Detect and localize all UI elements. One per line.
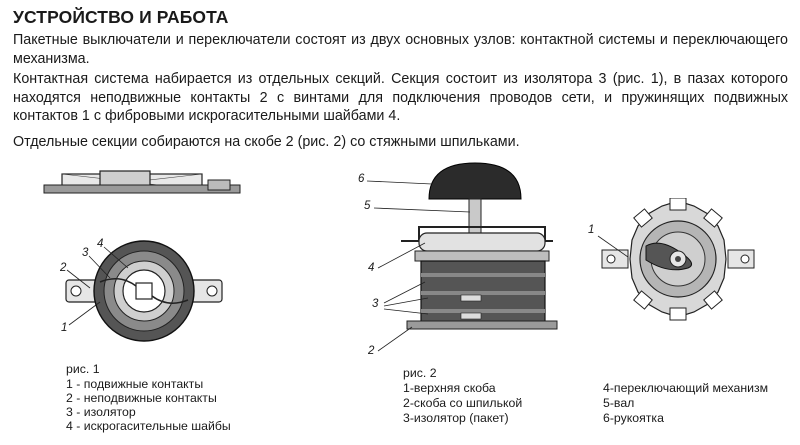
fig2-legend-item: 2-скоба со шпилькой (403, 396, 523, 410)
paragraph-3: Отдельные секции собираются на скобе 2 (рис. 2) со стяжными шпильками. (13, 134, 520, 150)
paragraph-2: Контактная система набирается из отдельных секций. Секция состоит из изолятора 3 (рис. 1), в пазах которого находятся неподвижные контакты 2 с винтами для подключения проводов сети, и пружинящих подвижных контактов 1 с фибровыми искрогасительными шайбами 4. (13, 71, 788, 124)
fig1-legend-item: 4 - искрогасительные шайбы (66, 419, 231, 433)
fig2-legend-item: 4-переключающий механизм (603, 381, 769, 395)
paragraph-1: Пакетные выключатели и переключатели состоят из двух основных узлов: контактной системы и переключающего механизма. (13, 32, 788, 67)
fig1-callout-3: 3 (82, 247, 89, 259)
fig1-callout-4: 4 (97, 238, 104, 250)
fig2-legend-item: 3-изолятор (пакет) (403, 411, 509, 425)
fig2-callout-2: 2 (368, 345, 375, 357)
fig2-legend-item: 1-верхняя скоба (403, 381, 496, 395)
fig2-legend-item: 5-вал (603, 396, 635, 410)
fig1-legend-item: 2 - неподвижные контакты (66, 391, 217, 405)
fig3-callout-1: 1 (588, 224, 595, 236)
fig2-callout-5: 5 (364, 200, 371, 212)
fig2-callout-6: 6 (358, 173, 365, 185)
fig1-legend-item: 1 - подвижные контакты (66, 377, 204, 391)
fig1-callout-2: 2 (60, 262, 67, 274)
fig2-caption: рис. 2 (403, 366, 437, 380)
fig2-callout-4: 4 (368, 262, 375, 274)
fig2-callout-3: 3 (372, 298, 379, 310)
section-heading: УСТРОЙСТВО И РАБОТА (13, 7, 229, 27)
fig1-caption: рис. 1 (66, 362, 100, 376)
fig1-callout-1: 1 (61, 322, 68, 334)
fig2-legend-item: 6-рукоятка (603, 411, 664, 425)
fig1-legend-item: 3 - изолятор (66, 405, 136, 419)
